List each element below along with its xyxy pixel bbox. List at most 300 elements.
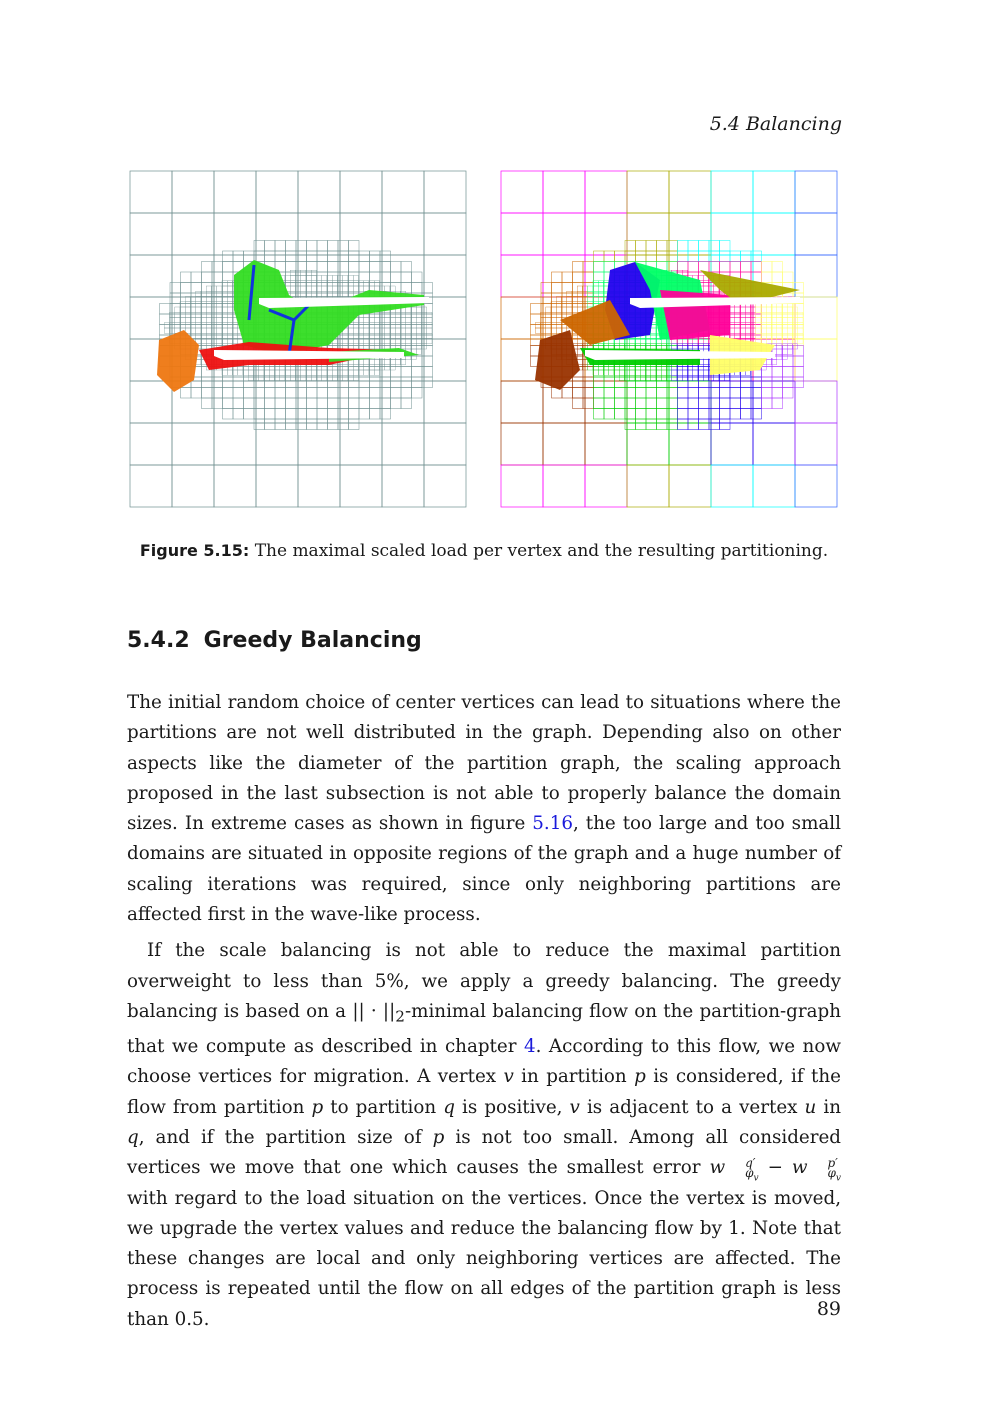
mesh-cell bbox=[164, 328, 169, 333]
mesh-cell bbox=[212, 388, 223, 399]
mesh-cell bbox=[369, 333, 374, 338]
chapter-reference-link[interactable]: 4 bbox=[523, 1035, 536, 1057]
mesh-cell bbox=[401, 367, 412, 378]
mesh-cell bbox=[604, 398, 615, 409]
figure-caption-text: The maximal scaled load per vertex and the resulting partitioning. bbox=[254, 541, 829, 561]
mesh-cell bbox=[172, 213, 214, 255]
mesh-cell bbox=[572, 302, 577, 307]
mesh-cell bbox=[359, 398, 370, 409]
mesh-cell bbox=[223, 409, 234, 420]
mesh-cell bbox=[222, 291, 227, 296]
math-var: p bbox=[311, 1096, 324, 1118]
mesh-cell bbox=[709, 409, 720, 420]
mesh-cell bbox=[422, 346, 433, 357]
mesh-cell bbox=[290, 281, 295, 286]
mesh-cell bbox=[501, 423, 543, 465]
mesh-cell bbox=[416, 344, 421, 349]
mesh-cell bbox=[735, 333, 740, 338]
mesh-cell bbox=[180, 302, 185, 307]
mesh-cell bbox=[353, 375, 358, 380]
mesh-cell bbox=[364, 318, 369, 323]
mesh-cell bbox=[340, 171, 382, 213]
mesh-cell bbox=[741, 377, 752, 388]
mesh-cell bbox=[217, 286, 222, 291]
mesh-cell bbox=[646, 241, 657, 252]
mesh-cell bbox=[598, 291, 603, 296]
mesh-cell bbox=[656, 365, 661, 370]
mesh-cell bbox=[374, 318, 379, 323]
mesh-cell bbox=[577, 286, 582, 291]
mesh-cell bbox=[625, 251, 636, 262]
load-region-orange bbox=[157, 330, 199, 392]
mesh-cell bbox=[625, 241, 636, 252]
mesh-cell bbox=[201, 333, 206, 338]
mesh-cell bbox=[322, 370, 327, 375]
mesh-cell bbox=[761, 333, 766, 338]
math-var: v bbox=[503, 1066, 514, 1088]
mesh-cell bbox=[185, 323, 190, 328]
mesh-cell bbox=[745, 328, 750, 333]
mesh-cell bbox=[296, 251, 307, 262]
mesh-cell bbox=[286, 377, 297, 388]
mesh-cell bbox=[594, 262, 605, 273]
mesh-cell bbox=[217, 333, 222, 338]
mesh-cell bbox=[175, 323, 180, 328]
mesh-cell bbox=[227, 323, 232, 328]
mesh-cell bbox=[751, 377, 762, 388]
mesh-cell bbox=[385, 333, 390, 338]
mesh-cell bbox=[380, 398, 391, 409]
mesh-cell bbox=[793, 346, 804, 357]
mesh-cell bbox=[761, 323, 766, 328]
mesh-cell bbox=[657, 398, 668, 409]
mesh-cell bbox=[206, 318, 211, 323]
mesh-cell bbox=[745, 312, 750, 317]
mesh-cell bbox=[427, 312, 432, 317]
mesh-cell bbox=[317, 241, 328, 252]
mesh-cell bbox=[551, 323, 556, 328]
mesh-cell bbox=[411, 333, 416, 338]
mesh-cell bbox=[427, 318, 432, 323]
mesh-cell bbox=[217, 291, 222, 296]
mesh-cell bbox=[369, 281, 374, 286]
formula-w: w bbox=[791, 1157, 808, 1179]
mesh-cell bbox=[406, 344, 411, 349]
mesh-cell bbox=[353, 323, 358, 328]
mesh-cell bbox=[411, 344, 416, 349]
mesh-cell bbox=[762, 367, 773, 378]
mesh-cell bbox=[212, 272, 223, 283]
mesh-cell bbox=[359, 251, 370, 262]
mesh-cell bbox=[212, 262, 223, 273]
mesh-cell bbox=[340, 213, 382, 255]
mesh-cell bbox=[772, 262, 783, 273]
formula-indices bbox=[725, 1158, 759, 1183]
mesh-cell bbox=[406, 312, 411, 317]
mesh-cell bbox=[546, 307, 551, 312]
mesh-cell bbox=[191, 312, 196, 317]
mesh-cell bbox=[170, 293, 181, 304]
mesh-cell bbox=[556, 328, 561, 333]
mesh-cell bbox=[338, 419, 349, 430]
mesh-cell bbox=[703, 365, 708, 370]
mesh-cell bbox=[317, 291, 322, 296]
mesh-cell bbox=[636, 241, 647, 252]
mesh-cell bbox=[740, 312, 745, 317]
mesh-cell bbox=[772, 307, 777, 312]
mesh-cell bbox=[795, 213, 837, 255]
mesh-cell bbox=[286, 251, 297, 262]
mesh-cell bbox=[181, 283, 192, 294]
mesh-cell bbox=[349, 241, 360, 252]
mesh-cell bbox=[343, 375, 348, 380]
mesh-cell bbox=[740, 328, 745, 333]
mesh-cell bbox=[678, 419, 689, 430]
mesh-cell bbox=[201, 328, 206, 333]
mesh-cell bbox=[275, 419, 286, 430]
mesh-cell bbox=[730, 328, 735, 333]
mesh-cell bbox=[667, 388, 678, 399]
mesh-cell bbox=[311, 270, 316, 275]
mesh-cell bbox=[783, 388, 794, 399]
mesh-cell bbox=[501, 465, 543, 507]
mesh-cell bbox=[412, 283, 423, 294]
mesh-cell bbox=[688, 388, 699, 399]
mesh-cell bbox=[180, 312, 185, 317]
mesh-cell bbox=[604, 344, 609, 349]
mesh-cell bbox=[217, 312, 222, 317]
mesh-cell bbox=[306, 375, 311, 380]
mesh-cell bbox=[285, 365, 290, 370]
mesh-cell bbox=[657, 241, 668, 252]
mesh-cell bbox=[720, 398, 731, 409]
mesh-cell bbox=[630, 375, 635, 380]
mesh-cell bbox=[196, 302, 201, 307]
mesh-cell bbox=[766, 323, 771, 328]
mesh-cell bbox=[233, 388, 244, 399]
mesh-cell bbox=[307, 398, 318, 409]
mesh-cell bbox=[290, 291, 295, 296]
mesh-cell bbox=[636, 398, 647, 409]
mesh-cell bbox=[688, 365, 693, 370]
mesh-cell bbox=[427, 333, 432, 338]
figure-caption bbox=[0, 541, 968, 561]
mesh-cell bbox=[233, 370, 238, 375]
mesh-cell bbox=[730, 333, 735, 338]
mesh-cell bbox=[244, 251, 255, 262]
mesh-cell bbox=[286, 419, 297, 430]
mesh-cell bbox=[614, 370, 619, 375]
mesh-cell bbox=[380, 251, 391, 262]
mesh-cell bbox=[233, 398, 244, 409]
mesh-cell bbox=[349, 398, 360, 409]
mesh-cell bbox=[369, 323, 374, 328]
mesh-cell bbox=[285, 370, 290, 375]
text-run: If the scale balancing is not able to reduce the maximal partition overweight to less than 5%, we apply a greedy balancing. The greedy balancing is based on a bbox=[127, 940, 841, 1022]
mesh-cell bbox=[322, 286, 327, 291]
mesh-cell bbox=[328, 262, 339, 273]
mesh-cell bbox=[604, 377, 615, 388]
mesh-cell bbox=[259, 370, 264, 375]
mesh-cell bbox=[735, 328, 740, 333]
mesh-cell bbox=[795, 465, 837, 507]
mesh-cell bbox=[625, 409, 636, 420]
mesh-cell bbox=[348, 344, 353, 349]
mesh-cell bbox=[185, 307, 190, 312]
mesh-cell bbox=[206, 312, 211, 317]
mesh-cell bbox=[196, 291, 201, 296]
mesh-cell bbox=[422, 377, 433, 388]
mesh-cell bbox=[604, 251, 615, 262]
mesh-cell bbox=[777, 312, 782, 317]
mesh-cell bbox=[787, 333, 792, 338]
mesh-cell bbox=[222, 328, 227, 333]
mesh-cell bbox=[761, 312, 766, 317]
formula-sub: φ bbox=[745, 1166, 754, 1181]
mesh-cell bbox=[233, 323, 238, 328]
mesh-cell bbox=[619, 344, 624, 349]
mesh-cell bbox=[546, 323, 551, 328]
mesh-cell bbox=[390, 286, 395, 291]
mesh-cell bbox=[327, 370, 332, 375]
mesh-cell bbox=[317, 419, 328, 430]
mesh-cell bbox=[191, 318, 196, 323]
mesh-cell bbox=[501, 255, 543, 297]
mesh-cell bbox=[265, 409, 276, 420]
mesh-cell bbox=[646, 344, 651, 349]
mesh-cell bbox=[275, 251, 286, 262]
mesh-cell bbox=[130, 423, 172, 465]
mesh-cell bbox=[798, 333, 803, 338]
mesh-cell bbox=[317, 370, 322, 375]
mesh-cell bbox=[217, 302, 222, 307]
mesh-cell bbox=[672, 370, 677, 375]
mesh-cell bbox=[359, 333, 364, 338]
mesh-cell bbox=[343, 344, 348, 349]
mesh-cell bbox=[306, 286, 311, 291]
mesh-cell bbox=[285, 276, 290, 281]
mesh-cell bbox=[374, 286, 379, 291]
mesh-cell bbox=[311, 370, 316, 375]
mesh-cell bbox=[753, 423, 795, 465]
mesh-cell bbox=[380, 377, 391, 388]
mesh-cell bbox=[348, 328, 353, 333]
mesh-cell bbox=[196, 307, 201, 312]
mesh-cell bbox=[275, 375, 280, 380]
mesh-cell bbox=[593, 291, 598, 296]
mesh-cell bbox=[265, 398, 276, 409]
mesh-cell bbox=[130, 213, 172, 255]
mesh-cell bbox=[401, 262, 412, 273]
mesh-cell bbox=[735, 307, 740, 312]
mesh-cell bbox=[223, 398, 234, 409]
mesh-cell bbox=[222, 323, 227, 328]
mesh-cell bbox=[348, 365, 353, 370]
mesh-cell bbox=[598, 344, 603, 349]
mesh-cell bbox=[593, 286, 598, 291]
mesh-cell bbox=[265, 419, 276, 430]
mesh-cell bbox=[385, 318, 390, 323]
mesh-cell bbox=[364, 333, 369, 338]
mesh-cell bbox=[311, 276, 316, 281]
mesh-cell bbox=[185, 302, 190, 307]
mesh-cell bbox=[556, 307, 561, 312]
mesh-cell bbox=[657, 251, 668, 262]
mesh-cell bbox=[130, 171, 172, 213]
mesh-cell bbox=[406, 307, 411, 312]
mesh-cell bbox=[619, 365, 624, 370]
mesh-cell bbox=[416, 328, 421, 333]
mesh-cell bbox=[212, 377, 223, 388]
mesh-cell bbox=[353, 365, 358, 370]
norm-symbol bbox=[352, 1000, 405, 1026]
mesh-cell bbox=[369, 344, 374, 349]
formula-subsub: v bbox=[835, 1173, 841, 1184]
mesh-cell bbox=[369, 370, 374, 375]
mesh-cell bbox=[772, 328, 777, 333]
mesh-cell bbox=[265, 388, 276, 399]
mesh-cell bbox=[735, 318, 740, 323]
figure-reference-link[interactable]: 5.16 bbox=[532, 813, 573, 835]
mesh-cell bbox=[667, 398, 678, 409]
page-number: 89 bbox=[816, 1298, 841, 1320]
mesh-cell bbox=[298, 213, 340, 255]
mesh-cell bbox=[349, 409, 360, 420]
mesh-cell bbox=[317, 281, 322, 286]
mesh-cell bbox=[594, 377, 605, 388]
mesh-cell bbox=[364, 365, 369, 370]
mesh-cell bbox=[709, 419, 720, 430]
mesh-cell bbox=[317, 377, 328, 388]
mesh-cell bbox=[783, 272, 794, 283]
mesh-cell bbox=[328, 388, 339, 399]
mesh-cell bbox=[751, 262, 762, 273]
mesh-cell bbox=[762, 377, 773, 388]
mesh-cell bbox=[751, 251, 762, 262]
mesh-cell bbox=[227, 286, 232, 291]
mesh-cell bbox=[688, 370, 693, 375]
mesh-cell bbox=[424, 213, 466, 255]
mesh-cell bbox=[254, 398, 265, 409]
mesh-cell bbox=[412, 388, 423, 399]
mesh-cell bbox=[766, 318, 771, 323]
mesh-cell bbox=[604, 281, 609, 286]
mesh-cell bbox=[556, 312, 561, 317]
mesh-cell bbox=[227, 318, 232, 323]
mesh-cell bbox=[543, 423, 585, 465]
section-number: 5.4.2 bbox=[127, 628, 190, 653]
mesh-cell bbox=[751, 409, 762, 420]
mesh-cell bbox=[635, 370, 640, 375]
mesh-cell bbox=[730, 307, 735, 312]
mesh-cell bbox=[682, 365, 687, 370]
mesh-cell bbox=[275, 365, 280, 370]
mesh-cell bbox=[585, 423, 627, 465]
mesh-cell bbox=[223, 251, 234, 262]
mesh-cell bbox=[772, 323, 777, 328]
mesh-cell bbox=[201, 302, 206, 307]
mesh-cell bbox=[374, 365, 379, 370]
mesh-cell bbox=[301, 375, 306, 380]
mesh-cell bbox=[196, 333, 201, 338]
mesh-cell bbox=[401, 272, 412, 283]
mesh-cell bbox=[646, 388, 657, 399]
mesh-cell bbox=[682, 270, 687, 275]
mesh-cell bbox=[317, 276, 322, 281]
mesh-cell bbox=[311, 291, 316, 296]
mesh-cell bbox=[724, 375, 729, 380]
mesh-cell bbox=[646, 419, 657, 430]
mesh-cell bbox=[172, 171, 214, 213]
mesh-cell bbox=[364, 360, 369, 365]
mesh-cell bbox=[699, 398, 710, 409]
mesh-cell bbox=[201, 312, 206, 317]
mesh-cell bbox=[688, 377, 699, 388]
mesh-cell bbox=[191, 323, 196, 328]
mesh-cell bbox=[338, 388, 349, 399]
mesh-cell bbox=[311, 286, 316, 291]
mesh-cell bbox=[625, 388, 636, 399]
mesh-cell bbox=[327, 281, 332, 286]
mesh-cell bbox=[227, 328, 232, 333]
mesh-cell bbox=[711, 465, 753, 507]
mesh-cell bbox=[735, 323, 740, 328]
mesh-cell bbox=[720, 241, 731, 252]
mesh-cell bbox=[777, 328, 782, 333]
mesh-cell bbox=[385, 365, 390, 370]
mesh-cell bbox=[222, 370, 227, 375]
mesh-cell bbox=[699, 419, 710, 430]
mesh-cell bbox=[667, 419, 678, 430]
mesh-cell bbox=[552, 272, 563, 283]
mesh-cell bbox=[328, 377, 339, 388]
mesh-cell bbox=[651, 344, 656, 349]
mesh-cell bbox=[181, 272, 192, 283]
mesh-cell bbox=[573, 398, 584, 409]
mesh-cell bbox=[264, 365, 269, 370]
mesh-cell bbox=[349, 377, 360, 388]
mesh-cell bbox=[227, 291, 232, 296]
mesh-cell bbox=[296, 419, 307, 430]
mesh-cell bbox=[307, 241, 318, 252]
mesh-cell bbox=[233, 328, 238, 333]
mesh-cell bbox=[311, 281, 316, 286]
mesh-cell bbox=[651, 328, 656, 333]
mesh-cell bbox=[657, 377, 668, 388]
text-run: . According to this flow, we now choose vertices for migration. A vertex bbox=[127, 1035, 841, 1088]
mesh-cell bbox=[206, 328, 211, 333]
mesh-cell bbox=[651, 365, 656, 370]
mesh-cell bbox=[406, 318, 411, 323]
mesh-cell bbox=[369, 360, 374, 365]
mesh-cell bbox=[552, 283, 563, 294]
mesh-cell bbox=[290, 375, 295, 380]
mesh-cell bbox=[307, 251, 318, 262]
mesh-cell bbox=[677, 344, 682, 349]
mesh-cell bbox=[720, 409, 731, 420]
mesh-cell bbox=[353, 286, 358, 291]
mesh-cell bbox=[677, 365, 682, 370]
mesh-cell bbox=[349, 419, 360, 430]
mesh-cell bbox=[395, 360, 400, 365]
mesh-cell bbox=[787, 349, 792, 354]
math-var: q bbox=[443, 1096, 455, 1118]
mesh-cell bbox=[269, 365, 274, 370]
mesh-cell bbox=[385, 286, 390, 291]
mesh-cell bbox=[391, 272, 402, 283]
mesh-cell bbox=[546, 312, 551, 317]
mesh-cell bbox=[703, 360, 708, 365]
